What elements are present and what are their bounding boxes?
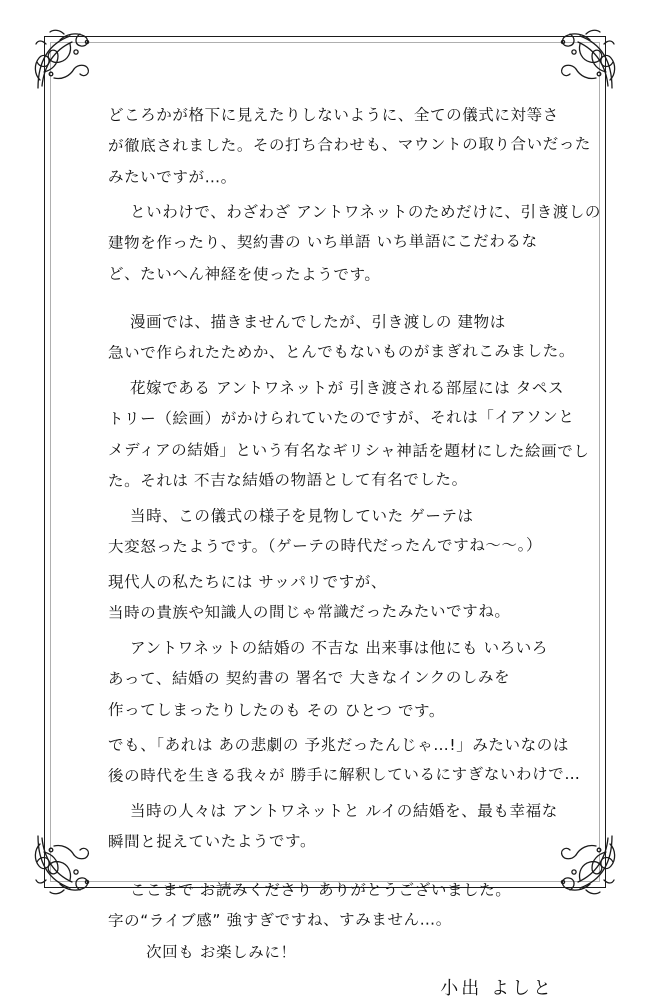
paragraph <box>108 796 578 858</box>
handwritten-afterword-text <box>107 100 602 999</box>
text-line: 瞬間と捉えていたようです。 <box>107 832 317 851</box>
paragraph <box>108 633 578 726</box>
text-line: トリー（絵画）がかけられていたのですが、それは「イアソンと <box>107 407 575 428</box>
text-line: 急いで作られたためか、とんでもないものがまぎれこみました。 <box>107 341 575 362</box>
text-line: どころかが格下に見えたりしないように、全ての儀式に対等さ <box>108 106 559 124</box>
text-line: が徹底されました。その打ち合わせも、マウントの取り合いだった <box>107 134 592 155</box>
text-line: 大変怒ったようです。（ゲーテの時代だったんですね〜〜。） <box>107 536 543 556</box>
text-line: ど、たいへん神経を使ったようです。 <box>107 265 381 284</box>
text-line: 花嫁である アントワネットが 引き渡される部屋には タペス <box>130 379 565 397</box>
text-line: た。それは 不吉な結婚の物語として有名でした。 <box>107 470 468 490</box>
paragraph <box>108 501 578 563</box>
text-line: 後の時代を生きる我々が 勝手に解釈しているにすぎないわけで… <box>107 764 581 785</box>
text-line: アントワネットの結婚の 不吉な 出来事は他にも いろいろ <box>130 639 548 657</box>
text-line: といわけで、わざわざ アントワネットのためだけに、引き渡しの <box>130 203 602 221</box>
text-line: 当時の人々は アントワネットと ルイの結婚を、最も幸福な <box>130 802 558 820</box>
text-line: 次回も お楽しみに！ <box>129 943 297 962</box>
text-line: 作ってしまったりしたのも その ひとつ です。 <box>107 701 446 721</box>
text-line: 当時、この儀式の様子を見物していた ゲーテは <box>130 507 474 525</box>
author-signature: 小出 よしと <box>440 978 554 999</box>
closing-paragraph <box>108 875 578 968</box>
paragraph-spacer <box>108 294 578 307</box>
paragraph <box>108 307 578 369</box>
paragraph <box>107 730 581 792</box>
paragraph <box>108 567 578 629</box>
text-line: 現代人の私たちには サッパリですが、 <box>108 573 387 591</box>
paragraph <box>107 197 602 290</box>
text-line: みたいですが…。 <box>107 168 237 187</box>
text-line: 建物を作ったり、契約書の いち単語 いち単語にこだわるな <box>107 232 538 252</box>
paragraph-spacer <box>108 862 578 875</box>
paragraph <box>107 100 592 193</box>
text-line: 漫画では、描きませんでしたが、引き渡しの 建物は <box>130 313 506 331</box>
text-line: でも、「あれは あの悲劇の 予兆だったんじゃ…!」みたいなのは <box>108 736 569 754</box>
text-line: ここまで お読みくださり ありがとうございました。 <box>130 881 512 899</box>
paragraph <box>107 373 590 497</box>
text-line: 当時の貴族や知識人の間じゃ常識だったみたいですね。 <box>107 602 511 622</box>
text-line: 字の“ライブ感” 強すぎですね、すみません…。 <box>107 910 452 930</box>
text-line: あって、結婚の 契約書の 署名で 大きなインクのしみを <box>107 668 511 688</box>
text-line: メディアの結婚」という有名なギリシャ神話を題材にした絵画でし <box>107 441 590 461</box>
